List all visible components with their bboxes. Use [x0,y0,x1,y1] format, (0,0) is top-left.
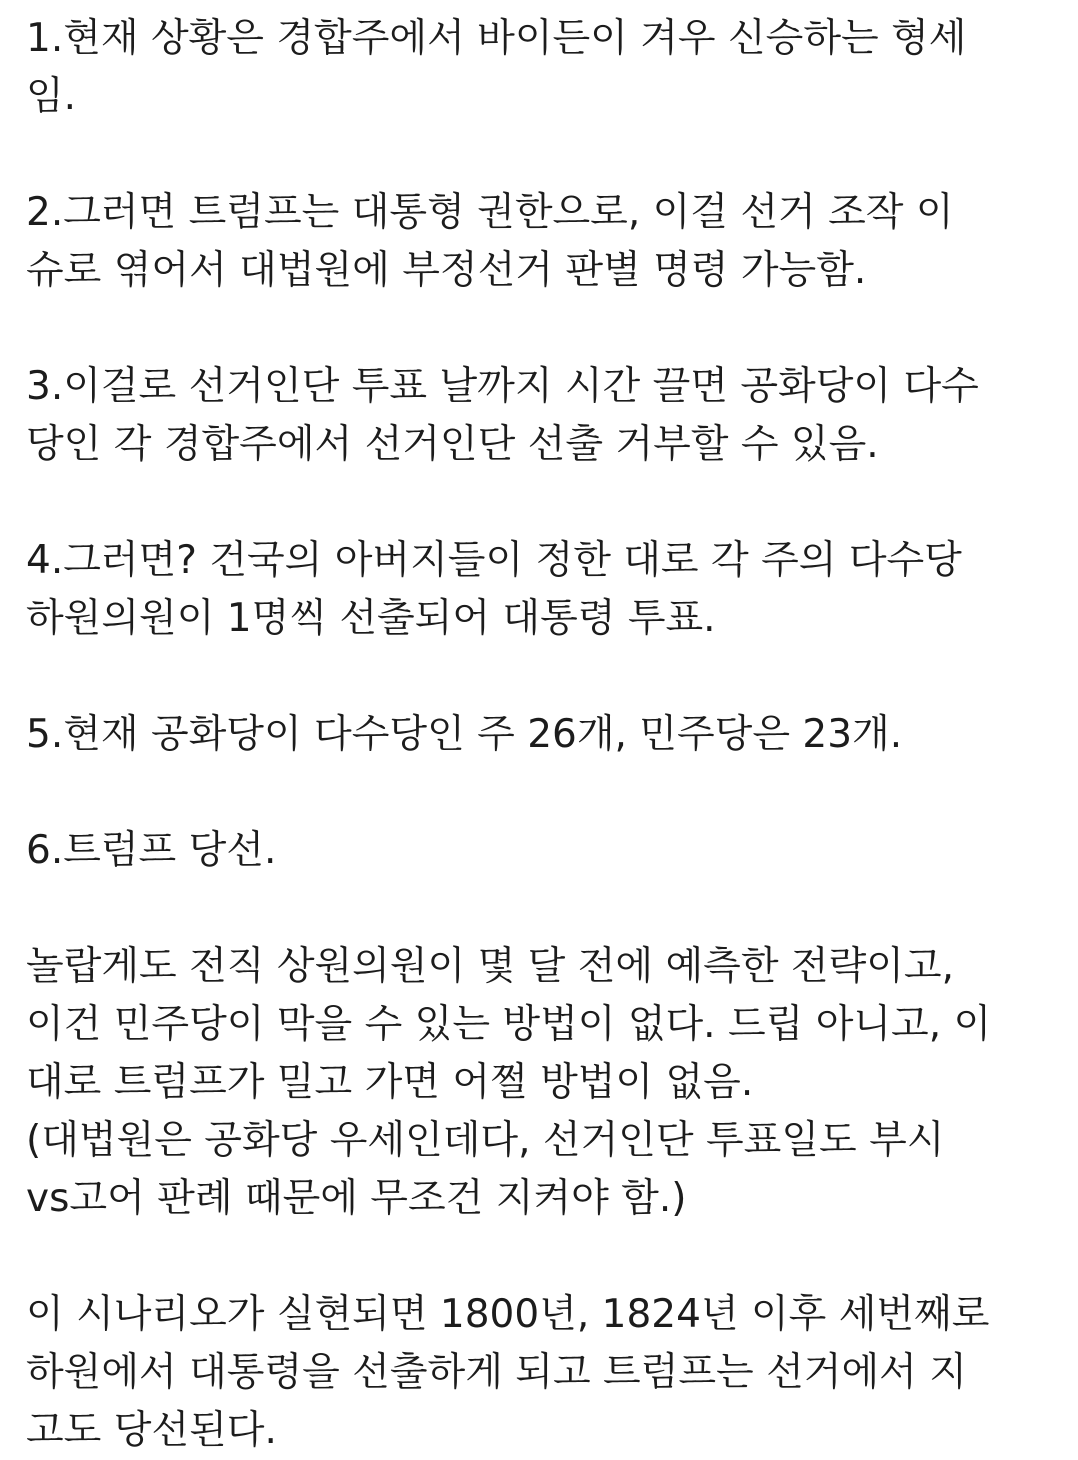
text-line: 고도 당선된다. [26,1408,277,1453]
text-line: 이건 민주당이 막을 수 있는 방법이 없다. 드립 아니고, 이 [26,1002,992,1047]
paragraph-8 [26,1286,1066,1460]
text-line: 대로 트럼프가 밀고 가면 어쩔 방법이 없음. [26,1060,754,1105]
text-line: 슈로 엮어서 대법원에 부정선거 판별 명령 가능함. [26,248,867,293]
text-line: vs고어 판례 때문에 무조건 지켜야 함.) [26,1176,687,1221]
paragraph-5 [26,706,1066,764]
document-body [26,10,1066,1460]
text-line: 놀랍게도 전직 상원의원이 몇 달 전에 예측한 전략이고, [26,944,955,989]
text-line: 하원의원이 1명씩 선출되어 대통령 투표. [26,596,716,641]
text-line: 4.그러면? 건국의 아버지들이 정한 대로 각 주의 다수당 [26,538,962,583]
text-line: (대법원은 공화당 우세인데다, 선거인단 투표일도 부시 [26,1118,945,1163]
text-line: 당인 각 경합주에서 선거인단 선출 거부할 수 있음. [26,422,879,467]
paragraph-3 [26,358,1066,474]
paragraph-1 [26,10,1066,126]
text-line: 1.현재 상황은 경합주에서 바이든이 겨우 신승하는 형세 [26,16,967,61]
paragraph-7 [26,938,1066,1228]
paragraph-4 [26,532,1066,648]
text-line: 6.트럼프 당선. [26,828,277,873]
text-line: 임. [26,74,77,119]
text-line: 5.현재 공화당이 다수당인 주 26개, 민주당은 23개. [26,712,903,757]
text-line: 이 시나리오가 실현되면 1800년, 1824년 이후 세번째로 [26,1292,990,1337]
text-line: 2.그러면 트럼프는 대통형 권한으로, 이걸 선거 조작 이 [26,190,954,235]
paragraph-6 [26,822,1066,880]
paragraph-2 [26,184,1066,300]
text-line: 3.이걸로 선거인단 투표 날까지 시간 끌면 공화당이 다수 [26,364,979,409]
text-line: 하원에서 대통령을 선출하게 되고 트럼프는 선거에서 지 [26,1350,967,1395]
